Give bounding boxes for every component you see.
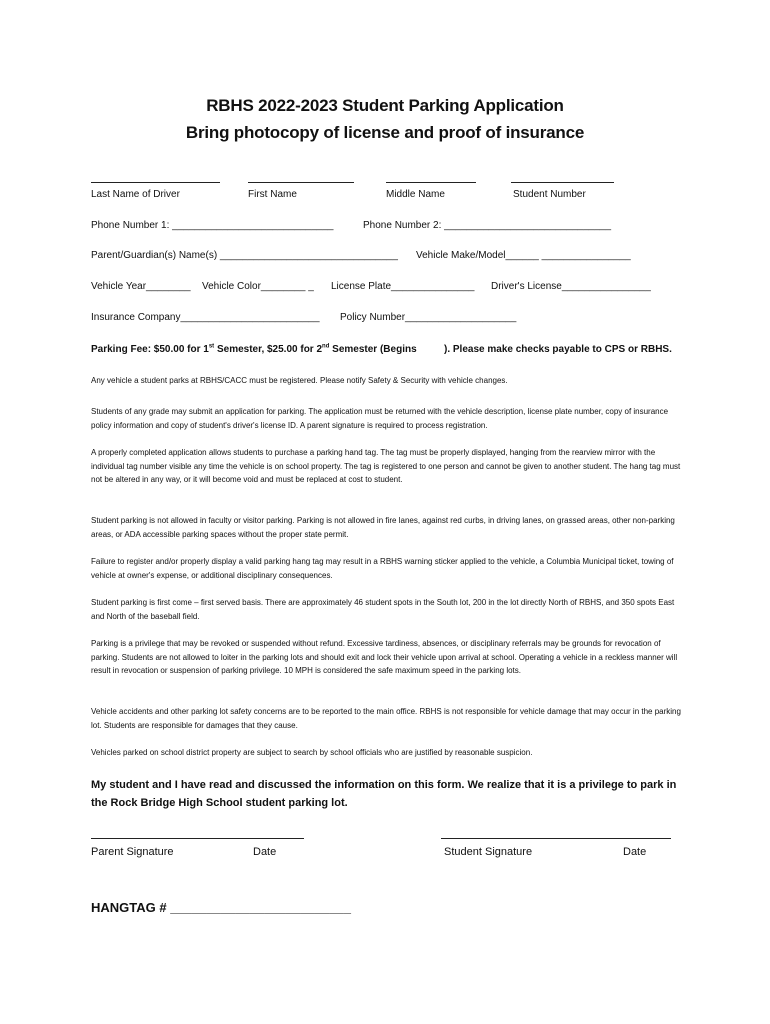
fee-sup-2: nd — [322, 343, 330, 350]
student-number-line[interactable] — [511, 182, 614, 183]
student-date-label: Date — [623, 846, 647, 858]
fee-text-3: Semester (Begins — [329, 344, 417, 355]
last-name-line[interactable] — [91, 182, 220, 183]
rule-paragraph: Students of any grade may submit an application for parking. The application must be returned with the vehicle description, license plate number, copy of insurance policy information and copy of student's driver's license ID. A parent signature is required to process registration. — [91, 407, 669, 430]
drivers-license-field[interactable]: Driver's License________________ — [491, 281, 651, 292]
parent-guardian-names-field[interactable]: Parent/Guardian(s) Name(s) ________________________________ — [91, 250, 398, 261]
middle-name-line[interactable] — [386, 182, 476, 183]
insurance-company-field[interactable]: Insurance Company_________________________ — [91, 312, 320, 323]
rule-paragraph: Student parking is first come – first served basis. There are approximately 46 student spots in the South lot, 200 in the lot directly North of RBHS, and 350 spots East and North of the baseball field. — [91, 598, 675, 621]
rule-paragraph: Failure to register and/or properly display a valid parking hang tag may result in a RBHS warning sticker applied to the vehicle, a Columbia Municipal ticket, towing of vehicle at owner's expense, or additional disciplinary consequences. — [91, 557, 674, 580]
acknowledgement-statement: My student and I have read and discussed the information on this form. We realize that it is a privilege to park in the Rock Bridge High School student parking lot. — [91, 779, 677, 809]
rule-paragraph: Student parking is not allowed in faculty or visitor parking. Parking is not allowed in fire lanes, against red curbs, in driving lanes, on grassed areas, other non-parking areas, or ADA accessible parking spaces without the proper state permit. — [91, 516, 675, 539]
phone-number-1-field[interactable]: Phone Number 1: _____________________________ — [91, 220, 334, 231]
parent-date-label: Date — [253, 846, 277, 858]
page-title: RBHS 2022-2023 Student Parking Application — [206, 96, 564, 115]
vehicle-year-field[interactable]: Vehicle Year________ — [91, 281, 191, 292]
vehicle-color-field[interactable]: Vehicle Color________ _ — [202, 281, 314, 292]
fee-sup-1: st — [208, 343, 215, 350]
parent-signature-label: Parent Signature — [91, 846, 174, 858]
student-signature-label: Student Signature — [444, 846, 533, 858]
vehicle-make-model-field[interactable]: Vehicle Make/Model______ ________________ — [416, 250, 631, 261]
rule-paragraph: Any vehicle a student parks at RBHS/CACC must be registered. Please notify Safety & Security with vehicle changes. — [91, 376, 508, 385]
student-number-label: Student Number — [513, 189, 586, 200]
rule-paragraph: Vehicles parked on school district property are subject to search by school officials who are justified by reasonable suspicion. — [91, 748, 533, 757]
rule-paragraph: Vehicle accidents and other parking lot safety concerns are to be reported to the main office. RBHS is not responsible for vehicle damage that may occur in the parking lot. Students are responsible for damages that they cause. — [91, 707, 681, 730]
rule-paragraph: Parking is a privilege that may be revoked or suspended without refund. Excessive tardiness, absences, or disciplinary referrals may be grounds for revocation of parking. Students are not allowed to loiter in the parking lots and should exit and lock their vehicle upon arrival at school. Operating a vehicle in a reckless manner will result in revocation or suspension of parking privilege. 10 MPH is considered the safe maximum speed in the parking lots. — [91, 639, 678, 676]
first-name-label: First Name — [248, 189, 297, 200]
hangtag-number-field[interactable]: HANGTAG # _________________________ — [91, 900, 351, 915]
parking-fee-line — [91, 344, 417, 355]
first-name-line[interactable] — [248, 182, 354, 183]
last-name-label: Last Name of Driver — [91, 189, 180, 200]
fee-text-2: Semester, $25.00 for 2 — [214, 344, 323, 355]
policy-number-field[interactable]: Policy Number____________________ — [340, 312, 517, 323]
middle-name-label: Middle Name — [386, 189, 445, 200]
page-subtitle: Bring photocopy of license and proof of insurance — [185, 123, 585, 142]
fee-text-1: Parking Fee: $50.00 for 1 — [91, 344, 209, 355]
parking-fee-payable-note: ). Please make checks payable to CPS or RBHS. — [444, 344, 672, 355]
parent-signature-line[interactable] — [91, 838, 304, 839]
rule-paragraph: A properly completed application allows students to purchase a parking hand tag. The tag must be properly displayed, hanging from the rearview mirror with the individual tag number visible any time the vehicle is on school property. The tag is registered to one person and cannot be given to another student. The hang tag must not be altered in any way, or it will become void and must be replaced at cost to student. — [91, 448, 681, 485]
license-plate-field[interactable]: License Plate_______________ — [331, 281, 475, 292]
phone-number-2-field[interactable]: Phone Number 2: ______________________________ — [363, 220, 612, 231]
student-signature-line[interactable] — [441, 838, 671, 839]
